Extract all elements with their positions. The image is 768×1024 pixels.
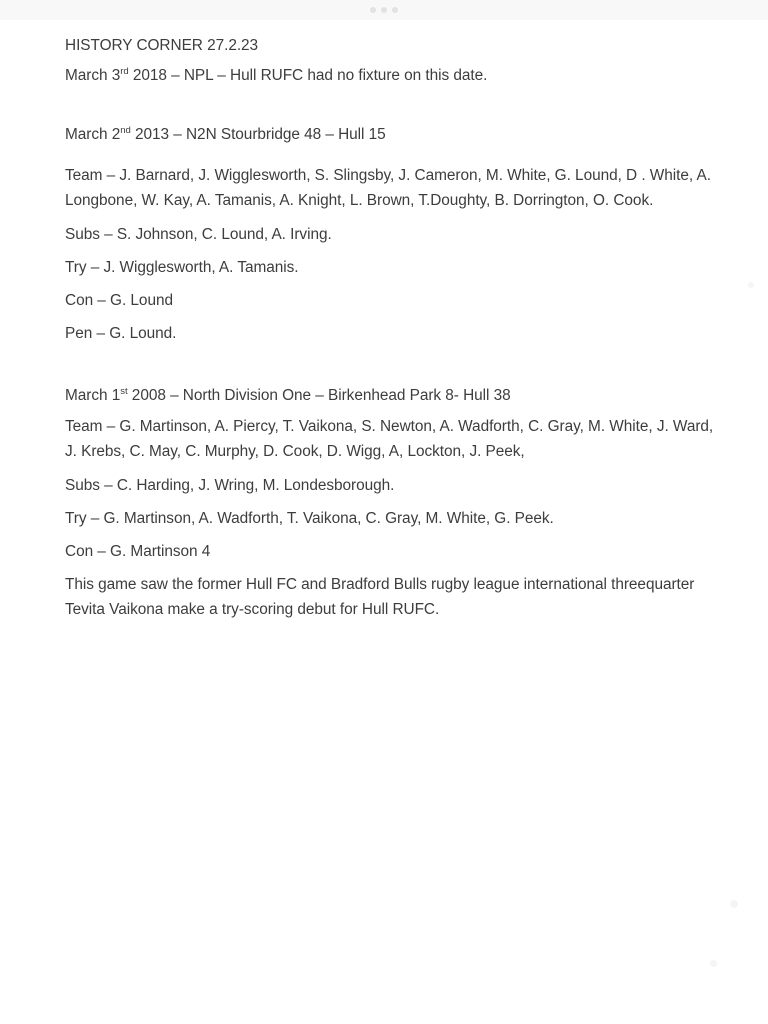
document-content [65, 20, 717, 630]
entry-2018-ordinal: rd [120, 65, 129, 77]
match-2008-heading [65, 383, 717, 408]
match-2008-heading-ordinal: st [120, 385, 128, 397]
match-2013-heading-prefix: March 2 [65, 126, 121, 143]
handle-dot [370, 7, 376, 13]
match-2008-tries: Try – G. Martinson, A. Wadforth, T. Vaikona, C. Gray, M. White, G. Peek. [65, 510, 554, 527]
match-2013-subs: Subs – S. Johnson, C. Lound, A. Irving. [65, 226, 332, 243]
entry-2018-prefix: March 3 [65, 67, 121, 84]
match-2013-heading-suffix: 2013 – N2N Stourbridge 48 – Hull 15 [130, 126, 386, 143]
match-2008-conversions: Con – G. Martinson 4 [65, 543, 211, 560]
match-2008-team: Team – G. Martinson, A. Piercy, T. Vaikona, S. Newton, A. Wadforth, C. Gray, M. White, J. Ward, J. Krebs, C. May, C. Murphy, D. Cook, D. Wigg, A, Lockton, J. Peek, [65, 418, 714, 460]
entry-2018-line [65, 63, 717, 88]
match-2008-heading-suffix: 2008 – North Division One – Birkenhead Park 8- Hull 38 [127, 387, 511, 404]
scan-artifact [748, 282, 754, 288]
match-2008-heading-prefix: March 1 [65, 387, 121, 404]
match-2013-heading [65, 122, 717, 147]
match-2013-tries: Try – J. Wigglesworth, A. Tamanis. [65, 259, 299, 276]
document-title: HISTORY CORNER 27.2.23 [65, 37, 259, 54]
match-2013-penalties: Pen – G. Lound. [65, 325, 177, 342]
match-2013-conversions: Con – G. Lound [65, 292, 173, 309]
entry-2018-suffix: 2018 – NPL – Hull RUFC had no fixture on this date. [128, 67, 488, 84]
match-2013-heading-ordinal: nd [120, 124, 131, 136]
match-2008-note: This game saw the former Hull FC and Bradford Bulls rugby league international threequarter Tevita Vaikona make a try-scoring debut for Hull RUFC. [65, 576, 695, 618]
handle-dot [381, 7, 387, 13]
three-dots-handle-icon[interactable] [370, 7, 398, 13]
scan-artifact [730, 900, 738, 908]
match-2013-team: Team – J. Barnard, J. Wigglesworth, S. Slingsby, J. Cameron, M. White, G. Lound, D . White, A. Longbone, W. Kay, A. Tamanis, A. Knight, L. Brown, T.Doughty, B. Dorrington, O. Cook. [65, 167, 711, 209]
match-2008-subs: Subs – C. Harding, J. Wring, M. Londesborough. [65, 477, 395, 494]
scan-artifact [710, 960, 717, 967]
viewer-top-strip [0, 0, 768, 20]
handle-dot [392, 7, 398, 13]
